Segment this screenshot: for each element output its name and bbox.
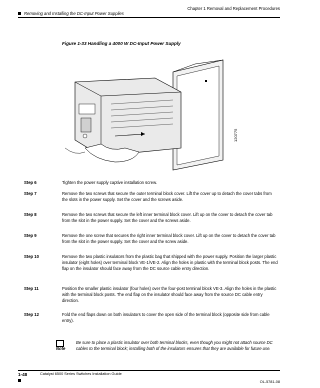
step-label: Step 11 xyxy=(24,286,39,291)
section-header: Removing and Installing the DC-Input Power Supplies xyxy=(24,11,124,16)
step-text: Remove the one screw that secures the right inner terminal block cover. Lift up on the cover to detach the cover tab from the slot in the power supply. Set the cover and the screw aside. xyxy=(62,233,276,244)
step-label: Step 12 xyxy=(24,312,39,317)
footer-marker xyxy=(18,379,21,382)
section-marker xyxy=(18,12,21,15)
chapter-header: Chapter 1 Removal and Replacement Procedures xyxy=(187,6,280,11)
note-text: Be sure to place a plastic insulator over both terminal blocks, even though you might not attach source DC cables to the terminal block; installing both of the insulators ensures that they are available for future use. xyxy=(76,340,273,351)
note-label: Note xyxy=(56,346,66,351)
step-label: Step 10 xyxy=(24,254,39,259)
step-label: Step 7 xyxy=(24,191,37,196)
step-label: Step 6 xyxy=(24,180,37,185)
guide-title: Catalyst 6500 Series Switches Installation Guide xyxy=(40,372,122,376)
step-text: Remove the two screws that secure the left inner terminal block cover. Lift up on the cover to detach the cover tab from the slot in the power supply. Set the cover and the screws aside. xyxy=(62,212,273,223)
header-rule xyxy=(18,17,280,18)
figure-caption: Figure 1-33 Handling a 4000 W DC-Input Power Supply xyxy=(62,41,181,46)
step-text: Tighten the power supply captive installation screw. xyxy=(62,180,158,185)
step-text: Remove the two plastic insulators from the plastic bag that shipped with the power supply. Position the larger plastic insulator (eight holes) over terminal block VE-1/VE-2. Align the holes in plastic with the terminal block posts. The end flap on the insulator should face away from the DC source cable entry direction. xyxy=(62,254,278,271)
figure-id-number: 120775 xyxy=(233,128,238,142)
footer-rule xyxy=(18,370,280,371)
step-label: Step 9 xyxy=(24,233,37,238)
power-supply-illustration xyxy=(55,52,265,172)
step-text: Fold the end flaps down on both insulators to cover the open side of the terminal block (opposite side from cable entry). xyxy=(62,312,270,323)
step-text: Position the smaller plastic insulator (four holes) over the four-post terminal block VE-3. Align the holes in the plastic with the terminal block posts. The end flap on the insulator should face away from the source DC cable entry direction. xyxy=(62,286,277,303)
step-label: Step 8 xyxy=(24,212,37,217)
page-number: 1-48 xyxy=(18,372,28,377)
doc-number: OL-5781-08 xyxy=(259,380,280,384)
step-text: Remove the two screws that secure the outer terminal block cover. Lift the cover up to detach the cover tabs from the slots in the power supply. Set the cover and the screws aside. xyxy=(62,191,272,202)
